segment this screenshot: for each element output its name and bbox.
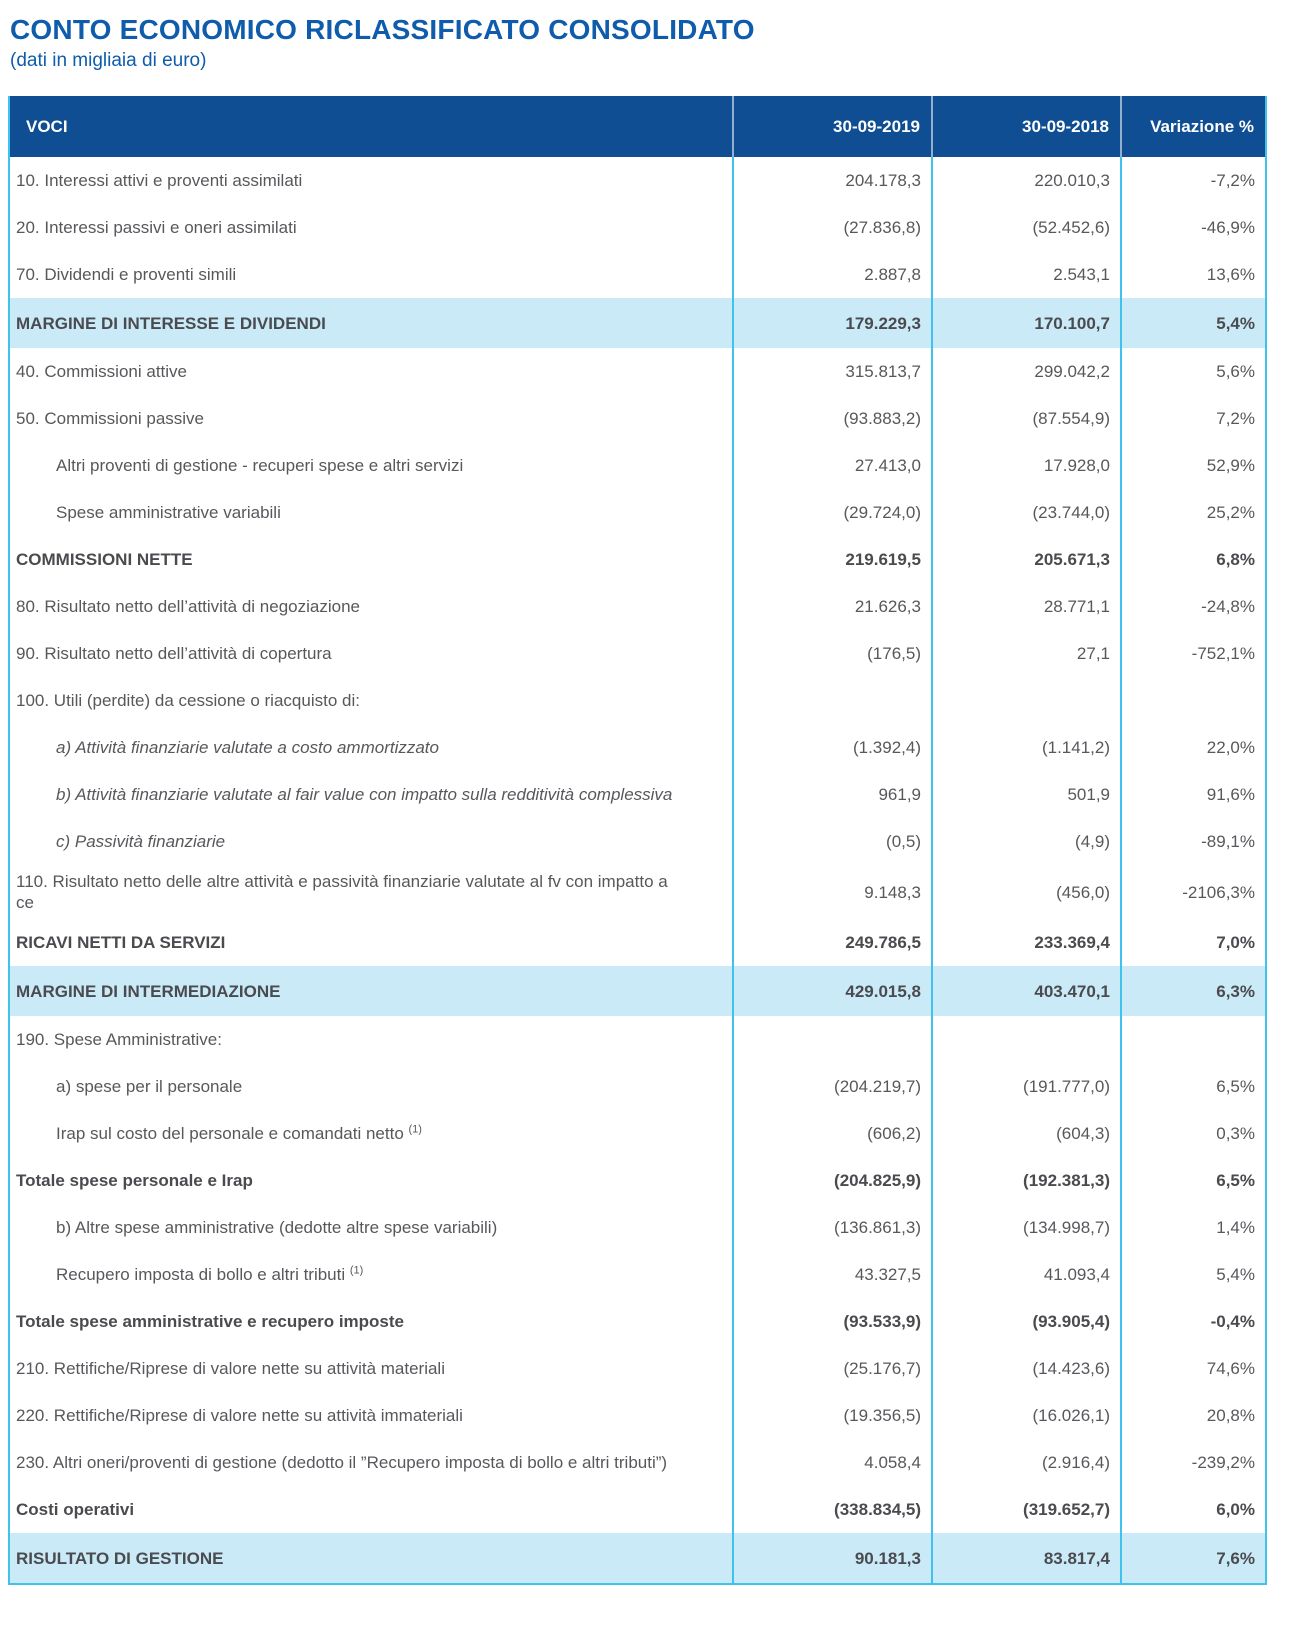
table-row: [9, 966, 1266, 1016]
row-label: 50. Commissioni passive: [16, 409, 205, 428]
row-label: 90. Risultato netto dell’attività di copertura: [16, 644, 332, 663]
cell-value-2018: (16.026,1): [932, 1392, 1121, 1439]
table-row: [9, 1157, 1266, 1204]
row-label: Totale spese amministrative e recupero imposte: [16, 1312, 404, 1331]
cell-value-2018: 28.771,1: [932, 583, 1121, 630]
cell-value-2019: 43.327,5: [733, 1251, 932, 1298]
row-label-cell: [9, 1016, 733, 1063]
cell-value-2019: 2.887,8: [733, 251, 932, 298]
table-row: [9, 1345, 1266, 1392]
row-label: 10. Interessi attivi e proventi assimilati: [16, 171, 303, 190]
cell-value-2018: (23.744,0): [932, 489, 1121, 536]
cell-value-2018: 83.817,4: [932, 1533, 1121, 1584]
income-statement-table: [8, 96, 1267, 1585]
table-row: [9, 1110, 1266, 1157]
row-label-cell: [9, 1298, 733, 1345]
table-row: [9, 442, 1266, 489]
table-row: [9, 677, 1266, 724]
row-label: COMMISSIONI NETTE: [16, 550, 193, 569]
row-label: b) Altre spese amministrative (dedotte altre spese variabili): [56, 1218, 498, 1237]
table-row: [9, 536, 1266, 583]
row-label: MARGINE DI INTERMEDIAZIONE: [16, 981, 281, 1001]
cell-value-2018: 233.369,4: [932, 919, 1121, 966]
cell-value-2018: (456,0): [932, 865, 1121, 919]
cell-variation: 7,2%: [1121, 395, 1266, 442]
cell-value-2018: (14.423,6): [932, 1345, 1121, 1392]
cell-value-2019: 179.229,3: [733, 298, 932, 348]
cell-value-2018: 170.100,7: [932, 298, 1121, 348]
cell-value-2018: 17.928,0: [932, 442, 1121, 489]
column-header-voci: VOCI: [9, 96, 733, 157]
cell-variation: -2106,3%: [1121, 865, 1266, 919]
cell-value-2019: (93.883,2): [733, 395, 932, 442]
row-label-cell: [9, 1204, 733, 1251]
cell-variation: -239,2%: [1121, 1439, 1266, 1486]
cell-value-2018: 299.042,2: [932, 348, 1121, 395]
cell-variation: 6,5%: [1121, 1063, 1266, 1110]
cell-value-2018: 205.671,3: [932, 536, 1121, 583]
row-label: 230. Altri oneri/proventi di gestione (dedotto il ”Recupero imposta di bollo e altri tributi”): [16, 1453, 668, 1472]
cell-value-2019: (29.724,0): [733, 489, 932, 536]
table-row: [9, 919, 1266, 966]
table-row: [9, 1204, 1266, 1251]
cell-value-2019: 219.619,5: [733, 536, 932, 583]
cell-value-2019: [733, 1016, 932, 1063]
cell-value-2019: 4.058,4: [733, 1439, 932, 1486]
table-row: [9, 157, 1266, 204]
row-label-cell: [9, 724, 733, 771]
row-label-cell: [9, 348, 733, 395]
cell-variation: 6,8%: [1121, 536, 1266, 583]
row-label: 220. Rettifiche/Riprese di valore nette su attività immateriali: [16, 1406, 463, 1425]
row-label-cell: [9, 1110, 733, 1157]
table-body: [9, 157, 1266, 1584]
cell-value-2019: (0,5): [733, 818, 932, 865]
cell-variation: -46,9%: [1121, 204, 1266, 251]
cell-value-2018: (87.554,9): [932, 395, 1121, 442]
row-label: RISULTATO DI GESTIONE: [16, 1548, 224, 1568]
cell-value-2018: (319.652,7): [932, 1486, 1121, 1533]
header-row: [9, 96, 1266, 157]
table-row: [9, 1392, 1266, 1439]
cell-value-2018: (192.381,3): [932, 1157, 1121, 1204]
row-label-cell: [9, 251, 733, 298]
cell-variation: -24,8%: [1121, 583, 1266, 630]
row-label: 20. Interessi passivi e oneri assimilati: [16, 218, 297, 237]
cell-variation: 91,6%: [1121, 771, 1266, 818]
column-header-2018: 30-09-2018: [932, 96, 1121, 157]
row-label-cell: [9, 395, 733, 442]
row-label-cell: [9, 204, 733, 251]
row-label-cell: [9, 865, 733, 919]
page-title: CONTO ECONOMICO RICLASSIFICATO CONSOLIDATO: [10, 14, 755, 45]
cell-variation: 22,0%: [1121, 724, 1266, 771]
cell-value-2018: (4,9): [932, 818, 1121, 865]
cell-variation: 6,3%: [1121, 966, 1266, 1016]
cell-variation: 25,2%: [1121, 489, 1266, 536]
cell-variation: -89,1%: [1121, 818, 1266, 865]
footnote-marker: (1): [349, 1264, 364, 1277]
cell-value-2019: 90.181,3: [733, 1533, 932, 1584]
cell-variation: 5,4%: [1121, 1251, 1266, 1298]
row-label: b) Attività finanziarie valutate al fair value con impatto sulla redditività complessiva: [56, 785, 673, 804]
cell-value-2018: [932, 677, 1121, 724]
cell-value-2018: 27,1: [932, 630, 1121, 677]
cell-value-2019: 429.015,8: [733, 966, 932, 1016]
table-header: [9, 96, 1266, 157]
cell-value-2019: 249.786,5: [733, 919, 932, 966]
row-label-cell: [9, 1345, 733, 1392]
cell-value-2019: (204.219,7): [733, 1063, 932, 1110]
row-label: a) spese per il personale: [56, 1077, 243, 1096]
table-row: [9, 348, 1266, 395]
row-label-cell: [9, 489, 733, 536]
row-label-cell: [9, 1063, 733, 1110]
cell-variation: [1121, 1016, 1266, 1063]
cell-value-2018: (2.916,4): [932, 1439, 1121, 1486]
cell-value-2018: (52.452,6): [932, 204, 1121, 251]
row-label-cell: [9, 157, 733, 204]
row-label-cell: [9, 818, 733, 865]
cell-value-2018: [932, 1016, 1121, 1063]
cell-variation: 5,6%: [1121, 348, 1266, 395]
cell-variation: -0,4%: [1121, 1298, 1266, 1345]
table-row: [9, 298, 1266, 348]
cell-value-2018: (191.777,0): [932, 1063, 1121, 1110]
table-row: [9, 395, 1266, 442]
row-label-cell: [9, 919, 733, 966]
table-row: [9, 630, 1266, 677]
row-label: 80. Risultato netto dell’attività di negoziazione: [16, 597, 360, 616]
cell-value-2019: (19.356,5): [733, 1392, 932, 1439]
row-label: Recupero imposta di bollo e altri tributi: [56, 1265, 346, 1284]
row-label-cell: [9, 298, 733, 348]
column-header-2019: 30-09-2019: [733, 96, 932, 157]
cell-value-2019: (25.176,7): [733, 1345, 932, 1392]
row-label-cell: [9, 630, 733, 677]
table-row: [9, 1251, 1266, 1298]
cell-value-2019: [733, 677, 932, 724]
row-label-cell: [9, 1533, 733, 1584]
row-label: 70. Dividendi e proventi simili: [16, 265, 237, 284]
row-label: 190. Spese Amministrative:: [16, 1030, 222, 1049]
table-row: [9, 724, 1266, 771]
table-row: [9, 1016, 1266, 1063]
row-label-cell: [9, 771, 733, 818]
row-label-cell: [9, 1251, 733, 1298]
cell-variation: 6,0%: [1121, 1486, 1266, 1533]
table-row: [9, 771, 1266, 818]
cell-variation: 20,8%: [1121, 1392, 1266, 1439]
cell-value-2018: (604,3): [932, 1110, 1121, 1157]
cell-value-2018: 501,9: [932, 771, 1121, 818]
table-row: [9, 865, 1266, 919]
cell-variation: 52,9%: [1121, 442, 1266, 489]
cell-value-2019: (338.834,5): [733, 1486, 932, 1533]
cell-variation: 7,0%: [1121, 919, 1266, 966]
row-label: 110. Risultato netto delle altre attività e passività finanziarie valutate al fv con impatto a ce: [16, 872, 668, 912]
cell-value-2019: (93.533,9): [733, 1298, 932, 1345]
cell-variation: 5,4%: [1121, 298, 1266, 348]
cell-value-2019: 27.413,0: [733, 442, 932, 489]
row-label-cell: [9, 1157, 733, 1204]
row-label-cell: [9, 442, 733, 489]
row-label: 100. Utili (perdite) da cessione o riacquisto di:: [16, 691, 360, 710]
row-label: 40. Commissioni attive: [16, 362, 188, 381]
row-label: Irap sul costo del personale e comandati netto: [56, 1124, 404, 1143]
table-row: [9, 1533, 1266, 1584]
row-label-cell: [9, 536, 733, 583]
cell-variation: 1,4%: [1121, 1204, 1266, 1251]
table-row: [9, 1486, 1266, 1533]
row-label: MARGINE DI INTERESSE E DIVIDENDI: [16, 313, 326, 333]
cell-variation: 7,6%: [1121, 1533, 1266, 1584]
row-label-cell: [9, 1486, 733, 1533]
cell-variation: [1121, 677, 1266, 724]
table-row: [9, 583, 1266, 630]
row-label: Costi operativi: [16, 1500, 135, 1519]
row-label: RICAVI NETTI DA SERVIZI: [16, 933, 226, 952]
row-label-cell: [9, 677, 733, 724]
cell-value-2019: 961,9: [733, 771, 932, 818]
table-row: [9, 204, 1266, 251]
cell-value-2019: (176,5): [733, 630, 932, 677]
cell-value-2019: 9.148,3: [733, 865, 932, 919]
table-row: [9, 818, 1266, 865]
cell-value-2018: (93.905,4): [932, 1298, 1121, 1345]
cell-variation: 6,5%: [1121, 1157, 1266, 1204]
cell-value-2019: 315.813,7: [733, 348, 932, 395]
column-header-variation: Variazione %: [1121, 96, 1266, 157]
row-label-cell: [9, 583, 733, 630]
table-row: [9, 489, 1266, 536]
cell-variation: -752,1%: [1121, 630, 1266, 677]
table-row: [9, 251, 1266, 298]
cell-variation: 13,6%: [1121, 251, 1266, 298]
row-label: Altri proventi di gestione - recuperi spese e altri servizi: [56, 456, 464, 475]
footnote-marker: (1): [408, 1123, 422, 1136]
cell-value-2018: 403.470,1: [932, 966, 1121, 1016]
cell-variation: 0,3%: [1121, 1110, 1266, 1157]
cell-value-2019: (606,2): [733, 1110, 932, 1157]
page-subtitle: (dati in migliaia di euro): [10, 50, 207, 71]
cell-value-2019: (27.836,8): [733, 204, 932, 251]
row-label: c) Passività finanziarie: [56, 832, 226, 851]
cell-value-2018: 220.010,3: [932, 157, 1121, 204]
cell-variation: -7,2%: [1121, 157, 1266, 204]
cell-value-2018: 41.093,4: [932, 1251, 1121, 1298]
row-label: Totale spese personale e Irap: [16, 1171, 253, 1190]
row-label: 210. Rettifiche/Riprese di valore nette su attività materiali: [16, 1359, 445, 1378]
row-label-cell: [9, 966, 733, 1016]
table-row: [9, 1298, 1266, 1345]
cell-value-2018: 2.543,1: [932, 251, 1121, 298]
cell-value-2018: (1.141,2): [932, 724, 1121, 771]
cell-value-2019: 204.178,3: [733, 157, 932, 204]
table-row: [9, 1439, 1266, 1486]
row-label: Spese amministrative variabili: [56, 503, 281, 522]
cell-value-2018: (134.998,7): [932, 1204, 1121, 1251]
cell-variation: 74,6%: [1121, 1345, 1266, 1392]
row-label-cell: [9, 1439, 733, 1486]
row-label-cell: [9, 1392, 733, 1439]
table-row: [9, 1063, 1266, 1110]
cell-value-2019: (1.392,4): [733, 724, 932, 771]
cell-value-2019: (204.825,9): [733, 1157, 932, 1204]
cell-value-2019: (136.861,3): [733, 1204, 932, 1251]
cell-value-2019: 21.626,3: [733, 583, 932, 630]
row-label: a) Attività finanziarie valutate a costo ammortizzato: [56, 738, 439, 757]
